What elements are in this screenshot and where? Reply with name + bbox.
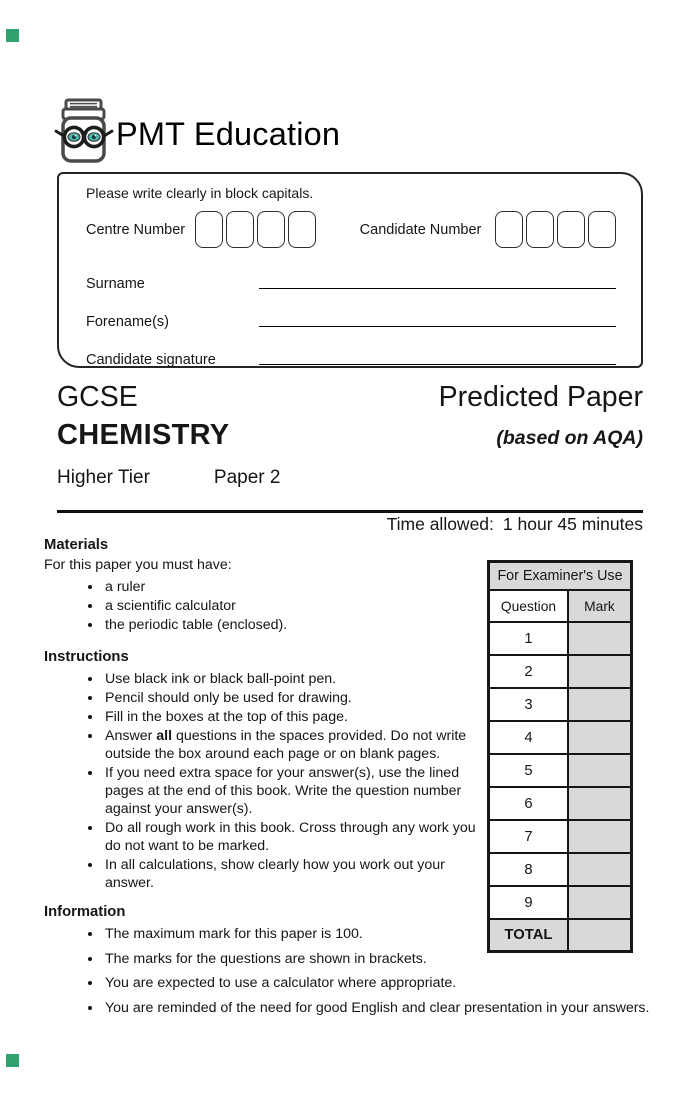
answer-pre: Answer: [105, 728, 157, 744]
materials-intro: For this paper you must have:: [44, 557, 232, 573]
question-number: 6: [489, 787, 569, 820]
mark-column-header: Mark: [568, 590, 632, 622]
question-number: 4: [489, 721, 569, 754]
answer-bold: all: [156, 728, 173, 744]
total-mark-cell: [568, 919, 632, 952]
centre-number-label: Centre Number: [86, 221, 186, 238]
surname-line: [259, 272, 616, 289]
mark-cell: [568, 688, 632, 721]
mark-cell: [568, 820, 632, 853]
list-item: • The marks for the questions are shown in brackets.: [103, 950, 676, 968]
mark-cell: [568, 886, 632, 919]
list-item: • You are expected to use a calculator where appropriate.: [103, 974, 676, 992]
table-row: [489, 886, 632, 919]
list-item: • Fill in the boxes at the top of this page.: [103, 708, 480, 726]
list-item: [103, 727, 480, 763]
pmt-book-glasses-icon: [52, 95, 116, 165]
question-number: 8: [489, 853, 569, 886]
question-number: 3: [489, 688, 569, 721]
candidate-number-cell: [495, 211, 523, 248]
candidate-number-boxes: [495, 211, 616, 248]
list-item: • Do all rough work in this book. Cross through any work you do not want to be marked.: [103, 819, 480, 855]
centre-number-cell: [288, 211, 316, 248]
table-row: [489, 688, 632, 721]
time-allowed: [57, 514, 643, 535]
time-allowed-value: 1 hour 45 minutes: [502, 514, 643, 534]
question-number: 9: [489, 886, 569, 919]
table-row: [489, 622, 632, 655]
qualification-title: GCSE: [57, 381, 138, 413]
list-item: • You are reminded of the need for good English and clear presentation in your answers.: [103, 999, 676, 1017]
centre-number-cell: [226, 211, 254, 248]
list-item: • In all calculations, show clearly how you work out your answer.: [103, 856, 480, 892]
list-item: • The maximum mark for this paper is 100.: [103, 925, 676, 943]
candidate-number-cell: [526, 211, 554, 248]
table-row: [489, 721, 632, 754]
list-item: • the periodic table (enclosed).: [103, 616, 480, 634]
candidate-number-cell: [588, 211, 616, 248]
mark-cell: [568, 721, 632, 754]
mark-cell: [568, 853, 632, 886]
candidate-details-box: [57, 172, 643, 368]
green-corner-mark-bottom: [6, 1054, 19, 1067]
instructions-heading: Instructions: [44, 649, 129, 665]
information-heading: Information: [44, 904, 126, 920]
signature-label: Candidate signature: [86, 352, 216, 368]
instructions-list: [44, 670, 480, 892]
surname-field: [86, 272, 616, 292]
mark-cell: [568, 655, 632, 688]
paper-number-label: Paper 2: [213, 467, 281, 488]
based-on-note: (based on AQA): [496, 427, 643, 449]
question-number: 1: [489, 622, 569, 655]
table-row: [489, 754, 632, 787]
table-row: [489, 919, 632, 952]
time-allowed-label: Time allowed:: [386, 514, 494, 534]
materials-and-instructions: [44, 536, 480, 893]
examiner-table-title: For Examiner's Use: [489, 562, 632, 591]
number-entry-row: [86, 211, 616, 248]
answer-post: questions in the spaces provided. Do not write outside the box around each page or on blank pages.: [105, 728, 467, 762]
brand-name: PMT Education: [116, 116, 341, 152]
question-number: 5: [489, 754, 569, 787]
table-row: [489, 820, 632, 853]
list-item: • Pencil should only be used for drawing.: [103, 689, 480, 707]
materials-heading: Materials: [44, 537, 109, 553]
green-corner-mark-top: [6, 29, 19, 42]
mark-cell: [568, 754, 632, 787]
pmt-logo: [52, 95, 340, 165]
centre-number-cell: [257, 211, 285, 248]
paper-type-title: Predicted Paper: [438, 381, 643, 413]
title-row-1: [57, 381, 643, 414]
mark-cell: [568, 622, 632, 655]
list-item: • a ruler: [103, 578, 480, 596]
table-row: [489, 787, 632, 820]
list-item: • If you need extra space for your answer(s), use the lined pages at the end of this book. Write the question number against your answer(s).: [103, 764, 480, 818]
signature-line: [259, 348, 616, 365]
forenames-field: [86, 310, 616, 330]
centre-number-cell: [195, 211, 223, 248]
candidate-number-cell: [557, 211, 585, 248]
materials-list: [44, 578, 480, 634]
list-item: • Use black ink or black ball-point pen.: [103, 670, 480, 688]
question-number: 7: [489, 820, 569, 853]
forenames-line: [259, 310, 616, 327]
centre-number-boxes: [195, 211, 316, 248]
question-column-header: Question: [489, 590, 569, 622]
question-number: 2: [489, 655, 569, 688]
forenames-label: Forename(s): [86, 314, 169, 330]
examiner-table: [487, 560, 633, 953]
total-label: TOTAL: [489, 919, 569, 952]
candidate-number-label: Candidate Number: [359, 221, 482, 238]
surname-label: Surname: [86, 276, 145, 292]
tier-label: Higher Tier: [57, 467, 150, 488]
signature-field: [86, 348, 616, 368]
divider-rule: [57, 510, 643, 513]
mark-cell: [568, 787, 632, 820]
title-row-3: [57, 467, 643, 489]
table-row: [489, 655, 632, 688]
subject-title: CHEMISTRY: [57, 419, 230, 451]
block-capitals-note: Please write clearly in block capitals.: [86, 185, 314, 201]
title-row-2: [57, 419, 643, 452]
list-item: • a scientific calculator: [103, 597, 480, 615]
table-row: [489, 853, 632, 886]
